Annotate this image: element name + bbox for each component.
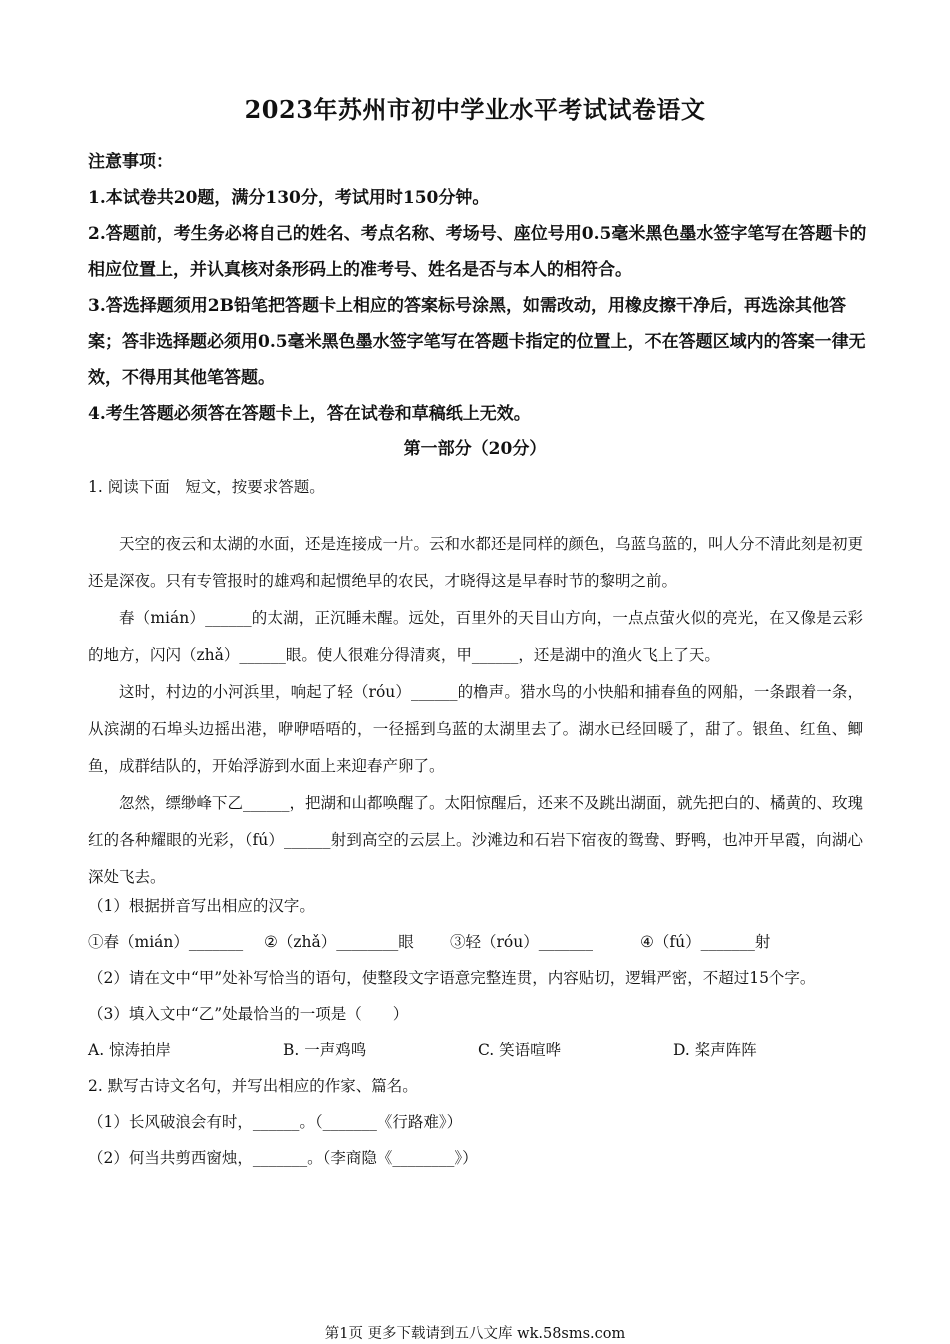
subquestion-1: （1）根据拼音写出相应的汉字。 xyxy=(88,897,315,915)
notice-block xyxy=(88,144,868,432)
subquestion-2: （2）请在文中“甲”处补写恰当的语句，使整段文字语意完整连贯，内容贴切，逻辑严密，不超过15个字。 xyxy=(88,969,816,987)
passage-paragraph: 忽然，缥缈峰下乙______，把湖和山都唤醒了。太阳惊醒后，还来不及跳出湖面，就先把白的、橘黄的、玫瑰红的各种耀眼的光彩，（fú）______射到高空的云层上。沙滩边和石岩下宿夜的鸳鸯、野鸭，也冲开早霞，向湖心深处飞去。 xyxy=(88,794,864,886)
notice-item: 1.本试卷共20题，满分130分，考试用时150分钟。 xyxy=(88,188,490,208)
pinyin-blanks xyxy=(88,924,868,960)
notice-item: 4.考生答题必须答在答题卡上，答在试卷和草稿纸上无效。 xyxy=(88,404,531,424)
notice-item: 2.答题前，考生务必将自己的姓名、考点名称、考场号、座位号用0.5毫米黑色墨水签字笔写在答题卡的相应位置上，并认真核对条形码上的准考号、姓名是否与本人的相符合。 xyxy=(88,224,867,280)
page-title: 2023年苏州市初中学业水平考试试卷语文 xyxy=(244,95,706,124)
option-c: C. 笑语喧哗 xyxy=(478,1041,562,1059)
option-b: B. 一声鸡鸣 xyxy=(283,1041,367,1059)
blank-item: ①春（mián）_______ xyxy=(88,933,244,951)
reading-passage xyxy=(88,526,863,896)
blank-item: ②（zhǎ）________眼 xyxy=(264,933,414,951)
question-2-item: （1）长风破浪会有时，______。（_______《行路难》） xyxy=(88,1113,463,1131)
passage-paragraph: 春（mián）______的太湖，正沉睡未醒。远处，百里外的天目山方向，一点点萤火似的亮光，在又像是云彩的地方，闪闪（zhǎ）______眼。使人很难分得清爽，甲______，还是湖中的渔火飞上了天。 xyxy=(88,609,863,664)
option-d: D. 桨声阵阵 xyxy=(673,1041,757,1059)
question-2-item: （2）何当共剪西窗烛，_______。（李商隐《________》） xyxy=(88,1149,478,1167)
passage-paragraph: 天空的夜云和太湖的水面，还是连接成一片。云和水都还是同样的颜色，乌蓝乌蓝的，叫人分不清此刻是初更还是深夜。只有专管报时的雄鸡和起惯绝早的农民，才晓得这是早春时节的黎明之前。 xyxy=(88,535,864,590)
page-footer: 第1页 更多下载请到五八文库 wk.58sms.com xyxy=(324,1326,626,1342)
question-1-prompt: 1. 阅读下面 短文，按要求答题。 xyxy=(88,478,325,496)
section-title: 第一部分（20分） xyxy=(403,439,547,459)
blank-item: ③轻（róu）_______ xyxy=(450,933,593,951)
notice-heading: 注意事项： xyxy=(88,152,173,172)
blank-item: ④（fú）_______射 xyxy=(640,933,771,951)
question-1-subparts xyxy=(88,888,868,1176)
question-2-prompt: 2. 默写古诗文名句，并写出相应的作家、篇名。 xyxy=(88,1077,418,1095)
choice-options xyxy=(88,1032,868,1068)
option-a: A. 惊涛拍岸 xyxy=(88,1041,172,1059)
notice-item: 3.答选择题须用2B铅笔把答题卡上相应的答案标号涂黑，如需改动，用橡皮擦干净后，再选涂其他答案；答非选择题必须用0.5毫米黑色墨水签字笔写在答题卡指定的位置上，不在答题区域内的答案一律无效，不得用其他笔答题。 xyxy=(88,296,866,388)
passage-paragraph: 这时，村边的小河浜里，响起了轻（róu）______的橹声。猎水鸟的小快船和捕春鱼的网船，一条跟着一条，从滨湖的石埠头边摇出港，咿咿唔唔的，一径摇到乌蓝的太湖里去了。湖水已经回暖了，甜了。银鱼、红鱼、鲫鱼，成群结队的，开始浮游到水面上来迎春产卵了。 xyxy=(88,683,863,775)
subquestion-3: （3）填入文中“乙”处最恰当的一项是（ ） xyxy=(88,1005,409,1023)
